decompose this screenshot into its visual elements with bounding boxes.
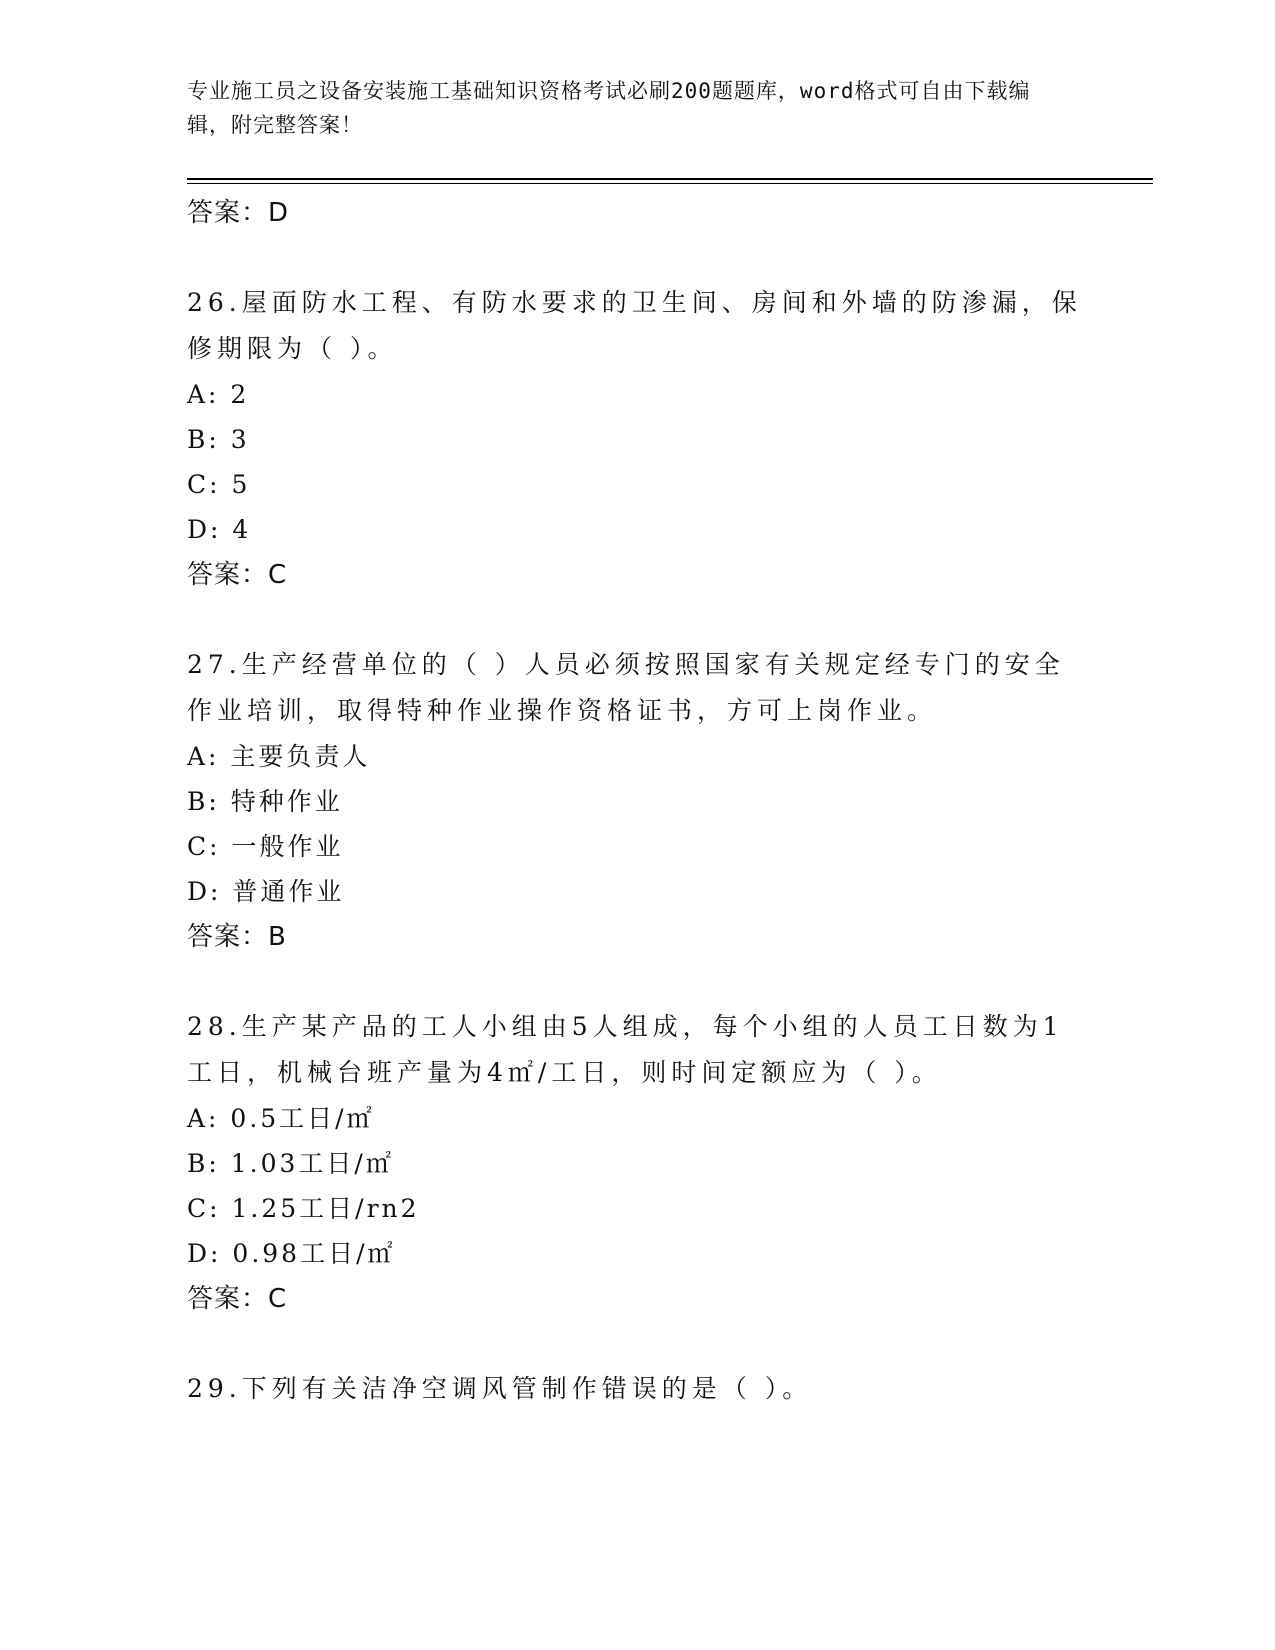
question-text: 27.生产经营单位的（ ）人员必须按照国家有关规定经专门的安全作业培训，取得特种作业操作资格证书，方可上岗作业。 xyxy=(187,650,1065,725)
spacer xyxy=(187,960,1087,1004)
answer: 答案：B xyxy=(187,922,287,952)
spacer xyxy=(187,598,1087,642)
document-body xyxy=(187,190,1087,1412)
answer: 答案：C xyxy=(187,1284,288,1314)
option-d: D: 0.98工日/㎡ xyxy=(187,1239,396,1268)
question-26 xyxy=(187,280,1087,598)
question-text: 26.屋面防水工程、有防水要求的卫生间、房间和外墙的防渗漏，保修期限为（ ）。 xyxy=(187,288,1082,363)
question-29 xyxy=(187,1366,1087,1412)
question-text: 28.生产某产品的工人小组由5人组成，每个小组的人员工日数为1工日，机械台班产量为4㎡/工日，则时间定额应为（ ）。 xyxy=(187,1012,1064,1087)
header-rule-thick xyxy=(187,178,1153,180)
option-b: B: 特种作业 xyxy=(187,787,343,816)
question-28 xyxy=(187,1004,1087,1322)
option-a: A: 2 xyxy=(187,380,250,409)
answer: 答案：C xyxy=(187,560,288,590)
option-d: D: 4 xyxy=(187,515,252,544)
spacer xyxy=(187,236,1087,280)
option-a: A: 0.5工日/㎡ xyxy=(187,1104,375,1133)
option-c: C: 一般作业 xyxy=(187,832,344,861)
option-b: B: 1.03工日/㎡ xyxy=(187,1149,394,1178)
option-c: C: 1.25工日/rn2 xyxy=(187,1194,420,1223)
question-text: 29.下列有关洁净空调风管制作错误的是（ ）。 xyxy=(187,1374,813,1403)
option-a: A: 主要负责人 xyxy=(187,742,371,771)
page-header: 专业施工员之设备安装施工基础知识资格考试必刷200题题库，word格式可自由下载编辑，附完整答案！ xyxy=(187,79,1031,137)
option-c: C: 5 xyxy=(187,470,251,499)
option-b: B: 3 xyxy=(187,425,250,454)
question-27 xyxy=(187,642,1087,960)
spacer xyxy=(187,1322,1087,1366)
header-rule-thin xyxy=(187,183,1153,184)
previous-answer: 答案：D xyxy=(187,198,290,228)
option-d: D: 普通作业 xyxy=(187,877,345,906)
